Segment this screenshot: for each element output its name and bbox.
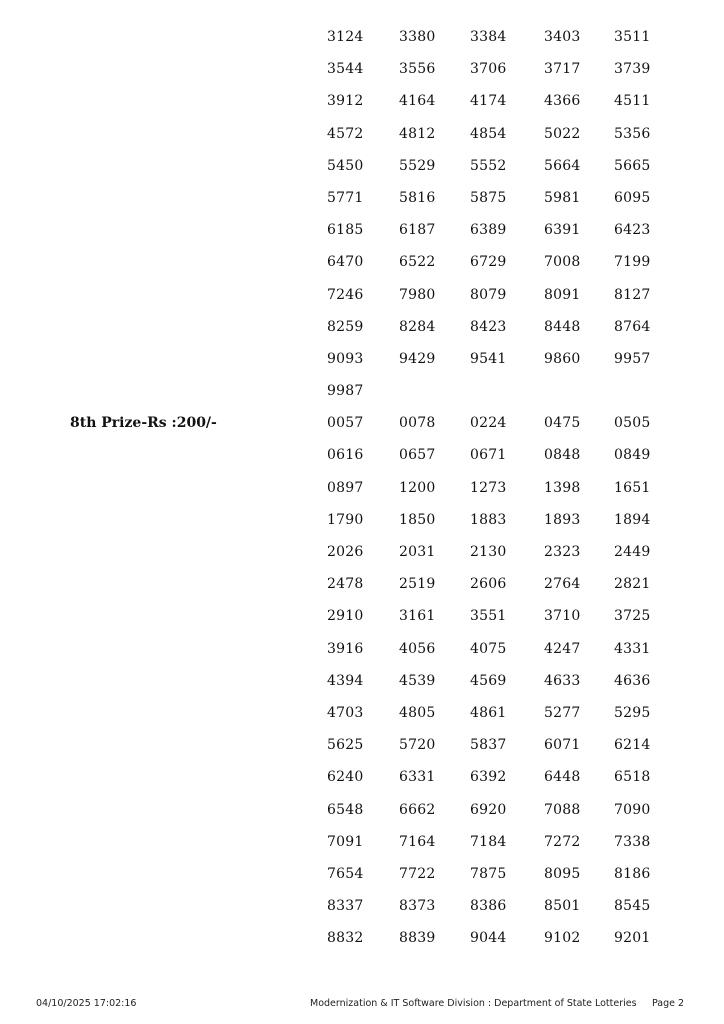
ticket-number: 5720 (399, 737, 436, 754)
ticket-number: 2821 (614, 576, 651, 593)
ticket-number: 9541 (470, 350, 507, 367)
ticket-number: 9957 (614, 350, 651, 367)
ticket-number: 3725 (614, 608, 651, 625)
ticket-number: 9102 (544, 930, 581, 947)
ticket-number: 6920 (470, 801, 507, 818)
ticket-number: 3912 (327, 93, 364, 110)
ticket-number: 3717 (544, 61, 581, 78)
ticket-number: 8501 (544, 898, 581, 915)
ticket-number: 8127 (614, 286, 651, 303)
ticket-number: 8423 (470, 318, 507, 335)
ticket-number: 4633 (544, 672, 581, 689)
ticket-number: 9201 (614, 930, 651, 947)
table-row (0, 826, 724, 858)
ticket-number: 1894 (614, 511, 651, 528)
ticket-number: 2519 (399, 576, 436, 593)
footer-timestamp: 04/10/2025 17:02:16 (36, 998, 137, 1009)
ticket-number: 1398 (544, 479, 581, 496)
ticket-number: 5837 (470, 737, 507, 754)
ticket-number: 1651 (614, 479, 651, 496)
table-row (0, 600, 724, 632)
ticket-number: 9429 (399, 350, 436, 367)
table-row (0, 794, 724, 826)
ticket-number: 9093 (327, 350, 364, 367)
ticket-number: 2606 (470, 576, 507, 593)
ticket-number: 7654 (327, 865, 364, 882)
ticket-number: 4854 (470, 125, 507, 142)
ticket-number: 4394 (327, 672, 364, 689)
table-row (0, 922, 724, 954)
ticket-number: 5625 (327, 737, 364, 754)
ticket-number: 7272 (544, 833, 581, 850)
ticket-number: 3380 (399, 29, 436, 45)
ticket-number: 6518 (614, 769, 651, 786)
ticket-number: 7008 (544, 254, 581, 271)
ticket-number: 2478 (327, 576, 364, 593)
ticket-number: 0057 (327, 415, 364, 432)
ticket-number: 4511 (614, 93, 651, 110)
table-row (0, 536, 724, 568)
table-row (0, 85, 724, 117)
ticket-number: 3551 (470, 608, 507, 625)
ticket-number: 6391 (544, 222, 581, 239)
ticket-number: 5277 (544, 704, 581, 721)
table-row (0, 279, 724, 311)
ticket-number: 6522 (399, 254, 436, 271)
ticket-number: 7338 (614, 833, 651, 850)
footer-division: Modernization & IT Software Division : Department of State Lotteries (310, 998, 637, 1009)
table-row (0, 182, 724, 214)
ticket-number: 4331 (614, 640, 651, 657)
ticket-number: 8545 (614, 898, 651, 915)
ticket-number: 6392 (470, 769, 507, 786)
ticket-number: 0078 (399, 415, 436, 432)
ticket-number: 6095 (614, 189, 651, 206)
ticket-number: 5022 (544, 125, 581, 142)
ticket-number: 8448 (544, 318, 581, 335)
ticket-number: 4572 (327, 125, 364, 142)
ticket-number: 8259 (327, 318, 364, 335)
ticket-number: 3706 (470, 61, 507, 78)
ticket-number: 1273 (470, 479, 507, 496)
ticket-number: 3124 (327, 29, 364, 45)
ticket-number: 8839 (399, 930, 436, 947)
ticket-number: 4056 (399, 640, 436, 657)
table-row (0, 729, 724, 761)
table-row (0, 697, 724, 729)
ticket-number: 8764 (614, 318, 651, 335)
ticket-number: 5771 (327, 189, 364, 206)
ticket-number: 1200 (399, 479, 436, 496)
ticket-number: 6185 (327, 222, 364, 239)
ticket-number: 0849 (614, 447, 651, 464)
table-row (0, 343, 724, 375)
table-row (0, 472, 724, 504)
ticket-number: 7980 (399, 286, 436, 303)
ticket-number: 7246 (327, 286, 364, 303)
ticket-number: 4805 (399, 704, 436, 721)
ticket-number: 3161 (399, 608, 436, 625)
ticket-number: 3739 (614, 61, 651, 78)
ticket-number: 0657 (399, 447, 436, 464)
ticket-number: 5529 (399, 157, 436, 174)
ticket-number: 7199 (614, 254, 651, 271)
ticket-number: 4247 (544, 640, 581, 657)
ticket-number: 6662 (399, 801, 436, 818)
ticket-number: 5295 (614, 704, 651, 721)
ticket-number: 9987 (327, 383, 364, 400)
ticket-number: 9044 (470, 930, 507, 947)
ticket-number: 6470 (327, 254, 364, 271)
table-row (0, 53, 724, 85)
ticket-number: 4636 (614, 672, 651, 689)
ticket-number: 3544 (327, 61, 364, 78)
footer-page-number: Page 2 (652, 998, 685, 1009)
ticket-number: 4569 (470, 672, 507, 689)
table-row (0, 311, 724, 343)
ticket-number: 2026 (327, 544, 364, 560)
ticket-number: 2323 (544, 544, 581, 560)
ticket-number: 8091 (544, 286, 581, 303)
ticket-number: 0671 (470, 447, 507, 464)
ticket-number: 6389 (470, 222, 507, 239)
ticket-number: 8373 (399, 898, 436, 915)
ticket-number: 1893 (544, 511, 581, 528)
results-table (0, 21, 724, 954)
ticket-number: 7722 (399, 865, 436, 882)
ticket-number: 0475 (544, 415, 581, 432)
table-row (0, 375, 724, 407)
table-row (0, 858, 724, 890)
ticket-number: 5981 (544, 189, 581, 206)
ticket-number: 6187 (399, 222, 436, 239)
ticket-number: 4812 (399, 125, 436, 142)
ticket-number: 7184 (470, 833, 507, 850)
ticket-number: 1850 (399, 511, 436, 528)
table-row (0, 665, 724, 697)
ticket-number: 3384 (470, 29, 507, 45)
ticket-number: 0897 (327, 479, 364, 496)
ticket-number: 2449 (614, 544, 651, 560)
ticket-number: 3403 (544, 29, 581, 45)
ticket-number: 1883 (470, 511, 507, 528)
table-row (0, 890, 724, 922)
ticket-number: 6729 (470, 254, 507, 271)
ticket-number: 6071 (544, 737, 581, 754)
table-row (0, 761, 724, 793)
ticket-number: 3511 (614, 29, 651, 45)
ticket-number: 4075 (470, 640, 507, 657)
table-row (0, 21, 724, 53)
ticket-number: 3710 (544, 608, 581, 625)
ticket-number: 4703 (327, 704, 364, 721)
table-row (0, 246, 724, 278)
ticket-number: 5665 (614, 157, 651, 174)
prize-label: 8th Prize-Rs :200/- (70, 415, 217, 432)
ticket-number: 8095 (544, 865, 581, 882)
table-row (0, 568, 724, 600)
table-row (0, 633, 724, 665)
ticket-number: 8832 (327, 930, 364, 947)
ticket-number: 3556 (399, 61, 436, 78)
ticket-number: 8337 (327, 898, 364, 915)
ticket-number: 4174 (470, 93, 507, 110)
ticket-number: 7164 (399, 833, 436, 850)
ticket-number: 7088 (544, 801, 581, 818)
ticket-number: 6448 (544, 769, 581, 786)
ticket-number: 5664 (544, 157, 581, 174)
table-row (0, 407, 724, 439)
ticket-number: 8284 (399, 318, 436, 335)
ticket-number: 4539 (399, 672, 436, 689)
table-row (0, 150, 724, 182)
ticket-number: 8079 (470, 286, 507, 303)
page-footer (0, 998, 724, 1014)
ticket-number: 5816 (399, 189, 436, 206)
ticket-number: 6331 (399, 769, 436, 786)
ticket-number: 4366 (544, 93, 581, 110)
ticket-number: 8386 (470, 898, 507, 915)
table-row (0, 118, 724, 150)
ticket-number: 7090 (614, 801, 651, 818)
ticket-number: 5875 (470, 189, 507, 206)
ticket-number: 9860 (544, 350, 581, 367)
ticket-number: 2764 (544, 576, 581, 593)
ticket-number: 0848 (544, 447, 581, 464)
ticket-number: 6240 (327, 769, 364, 786)
ticket-number: 1790 (327, 511, 364, 528)
ticket-number: 5450 (327, 157, 364, 174)
ticket-number: 4861 (470, 704, 507, 721)
ticket-number: 8186 (614, 865, 651, 882)
ticket-number: 5552 (470, 157, 507, 174)
ticket-number: 5356 (614, 125, 651, 142)
ticket-number: 6423 (614, 222, 651, 239)
table-row (0, 214, 724, 246)
ticket-number: 6548 (327, 801, 364, 818)
table-row (0, 439, 724, 471)
ticket-number: 6214 (614, 737, 651, 754)
ticket-number: 0616 (327, 447, 364, 464)
ticket-number: 2031 (399, 544, 436, 560)
ticket-number: 2910 (327, 608, 364, 625)
ticket-number: 0505 (614, 415, 651, 432)
ticket-number: 4164 (399, 93, 436, 110)
ticket-number: 3916 (327, 640, 364, 657)
table-row (0, 504, 724, 536)
ticket-number: 0224 (470, 415, 507, 432)
ticket-number: 7875 (470, 865, 507, 882)
ticket-number: 2130 (470, 544, 507, 560)
ticket-number: 7091 (327, 833, 364, 850)
